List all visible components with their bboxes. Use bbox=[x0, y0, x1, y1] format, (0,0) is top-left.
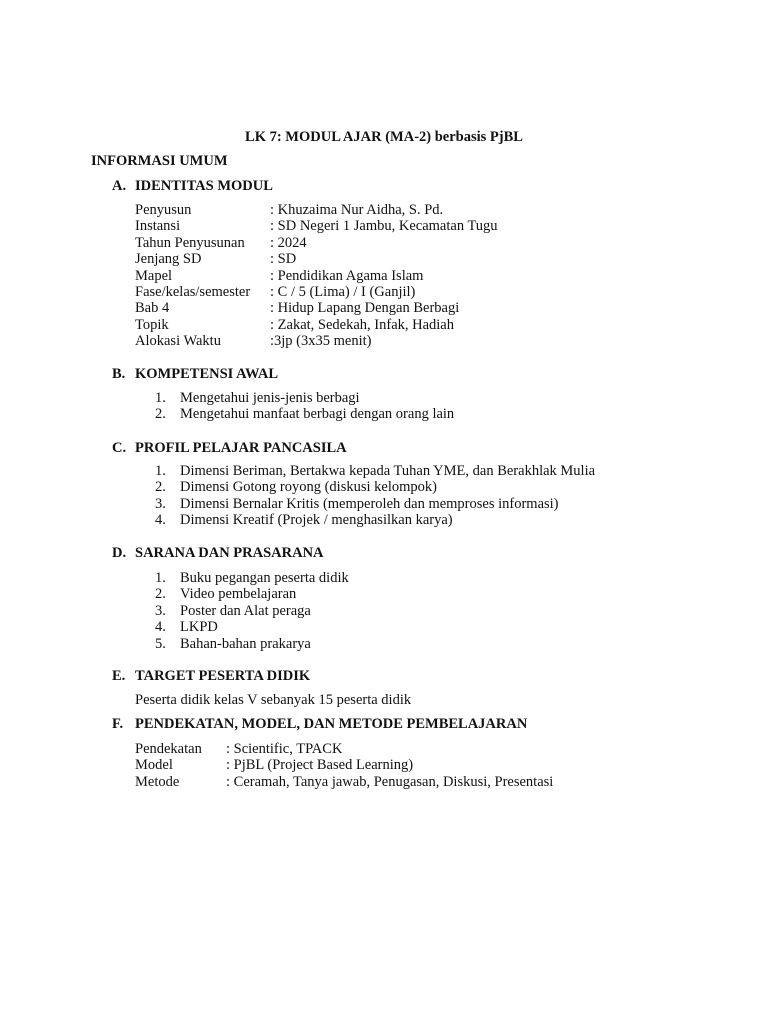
list-text: Dimensi Gotong royong (diskusi kelompok) bbox=[180, 479, 437, 496]
section-a-letter: A. bbox=[112, 178, 127, 194]
list-text: Video pembelajaran bbox=[180, 586, 297, 603]
identity-row bbox=[135, 333, 498, 349]
list-item bbox=[155, 619, 349, 635]
method-row bbox=[135, 757, 553, 773]
section-d-letter: D. bbox=[112, 545, 127, 561]
list-item bbox=[155, 463, 595, 479]
list-text: Bahan-bahan prakarya bbox=[180, 635, 311, 652]
list-text: Dimensi Beriman, Bertakwa kepada Tuhan YME, dan Berakhlak Mulia bbox=[180, 463, 596, 479]
list-number: 4. bbox=[155, 512, 166, 529]
list-item bbox=[155, 570, 349, 586]
identity-value: : SD bbox=[270, 251, 297, 268]
list-text: LKPD bbox=[180, 619, 218, 636]
method-key: Pendekatan bbox=[135, 741, 202, 757]
identity-value: : Hidup Lapang Dengan Berbagi bbox=[270, 300, 460, 317]
list-number: 5. bbox=[155, 635, 166, 652]
identity-value: : SD Negeri 1 Jambu, Kecamatan Tugu bbox=[270, 218, 498, 235]
list-text: Dimensi Bernalar Kritis (memperoleh dan memproses informasi) bbox=[180, 495, 559, 512]
identity-row bbox=[135, 251, 498, 267]
list-number: 2. bbox=[155, 406, 166, 423]
facilities-list bbox=[155, 570, 349, 652]
section-b-heading bbox=[112, 366, 278, 382]
method-key: Metode bbox=[135, 773, 180, 790]
identity-row bbox=[135, 218, 498, 234]
identity-value: : C / 5 (Lima) / I (Ganjil) bbox=[270, 284, 416, 301]
list-text: Dimensi Kreatif (Projek / menghasilkan karya) bbox=[180, 512, 453, 529]
identity-row bbox=[135, 300, 498, 316]
method-value: : Scientific, TPACK bbox=[226, 741, 343, 757]
section-e-letter: E. bbox=[112, 668, 126, 684]
list-item bbox=[155, 512, 595, 528]
list-number: 2. bbox=[155, 586, 166, 603]
section-d-title: SARANA DAN PRASARANA bbox=[135, 545, 324, 561]
identity-key: Instansi bbox=[135, 218, 181, 235]
identity-row bbox=[135, 268, 498, 284]
identity-table bbox=[135, 202, 498, 350]
section-d-heading bbox=[112, 545, 324, 561]
competency-list bbox=[155, 390, 454, 423]
identity-value: :3jp (3x35 menit) bbox=[270, 333, 372, 350]
list-text: Buku pegangan peserta didik bbox=[180, 570, 349, 586]
identity-value: : Khuzaima Nur Aidha, S. Pd. bbox=[270, 202, 444, 218]
document-title: LK 7: MODUL AJAR (MA-2) berbasis PjBL bbox=[245, 129, 523, 145]
section-c-letter: C. bbox=[112, 440, 127, 456]
list-item bbox=[155, 496, 595, 512]
identity-value: : Pendidikan Agama Islam bbox=[270, 267, 424, 284]
section-c-heading bbox=[112, 440, 347, 456]
list-item bbox=[155, 479, 595, 495]
method-row bbox=[135, 741, 553, 757]
section-f-title: PENDEKATAN, MODEL, DAN METODE PEMBELAJARAN bbox=[135, 716, 528, 732]
identity-key: Mapel bbox=[135, 267, 173, 284]
identity-key: Topik bbox=[135, 316, 169, 333]
section-e-heading bbox=[112, 668, 310, 684]
section-a-title: IDENTITAS MODUL bbox=[135, 178, 273, 194]
method-row bbox=[135, 774, 553, 790]
identity-row bbox=[135, 284, 498, 300]
profile-list bbox=[155, 463, 595, 529]
list-text: Mengetahui jenis-jenis berbagi bbox=[180, 390, 360, 406]
identity-key: Tahun Penyusunan bbox=[135, 234, 245, 251]
identity-key: Penyusun bbox=[135, 202, 192, 218]
identity-key: Bab 4 bbox=[135, 300, 170, 317]
identity-key: Fase/kelas/semester bbox=[135, 284, 251, 301]
list-item bbox=[155, 390, 454, 406]
list-item bbox=[155, 603, 349, 619]
identity-row bbox=[135, 317, 498, 333]
identity-row bbox=[135, 202, 498, 218]
section-e-title: TARGET PESERTA DIDIK bbox=[135, 668, 311, 684]
list-item bbox=[155, 586, 349, 602]
list-number: 2. bbox=[155, 479, 166, 496]
list-number: 3. bbox=[155, 495, 166, 512]
list-number: 3. bbox=[155, 602, 166, 619]
identity-value: : Zakat, Sedekah, Infak, Hadiah bbox=[270, 316, 454, 333]
list-text: Mengetahui manfaat berbagi dengan orang lain bbox=[180, 406, 455, 423]
list-item bbox=[155, 636, 349, 652]
identity-key: Alokasi Waktu bbox=[135, 333, 221, 350]
method-value: : Ceramah, Tanya jawab, Penugasan, Diskusi, Presentasi bbox=[226, 773, 554, 790]
list-number: 1. bbox=[155, 390, 166, 406]
section-a-heading bbox=[112, 178, 273, 194]
list-number: 1. bbox=[155, 463, 166, 479]
identity-row bbox=[135, 235, 498, 251]
section-f-letter: F. bbox=[112, 716, 124, 732]
section-f-heading bbox=[112, 716, 527, 732]
section-b-letter: B. bbox=[112, 366, 126, 382]
list-number: 1. bbox=[155, 570, 166, 586]
method-value: : PjBL (Project Based Learning) bbox=[226, 757, 414, 774]
list-text: Poster dan Alat peraga bbox=[180, 602, 311, 619]
list-number: 4. bbox=[155, 619, 166, 636]
list-item bbox=[155, 406, 454, 422]
identity-key: Jenjang SD bbox=[135, 251, 202, 268]
method-key: Model bbox=[135, 757, 173, 774]
target-text: Peserta didik kelas V sebanyak 15 peserta didik bbox=[135, 692, 412, 708]
section-b-title: KOMPETENSI AWAL bbox=[135, 366, 279, 382]
general-info-heading: INFORMASI UMUM bbox=[91, 153, 228, 169]
identity-value: : 2024 bbox=[270, 234, 307, 251]
section-c-title: PROFIL PELAJAR PANCASILA bbox=[135, 440, 347, 456]
method-table bbox=[135, 741, 553, 790]
